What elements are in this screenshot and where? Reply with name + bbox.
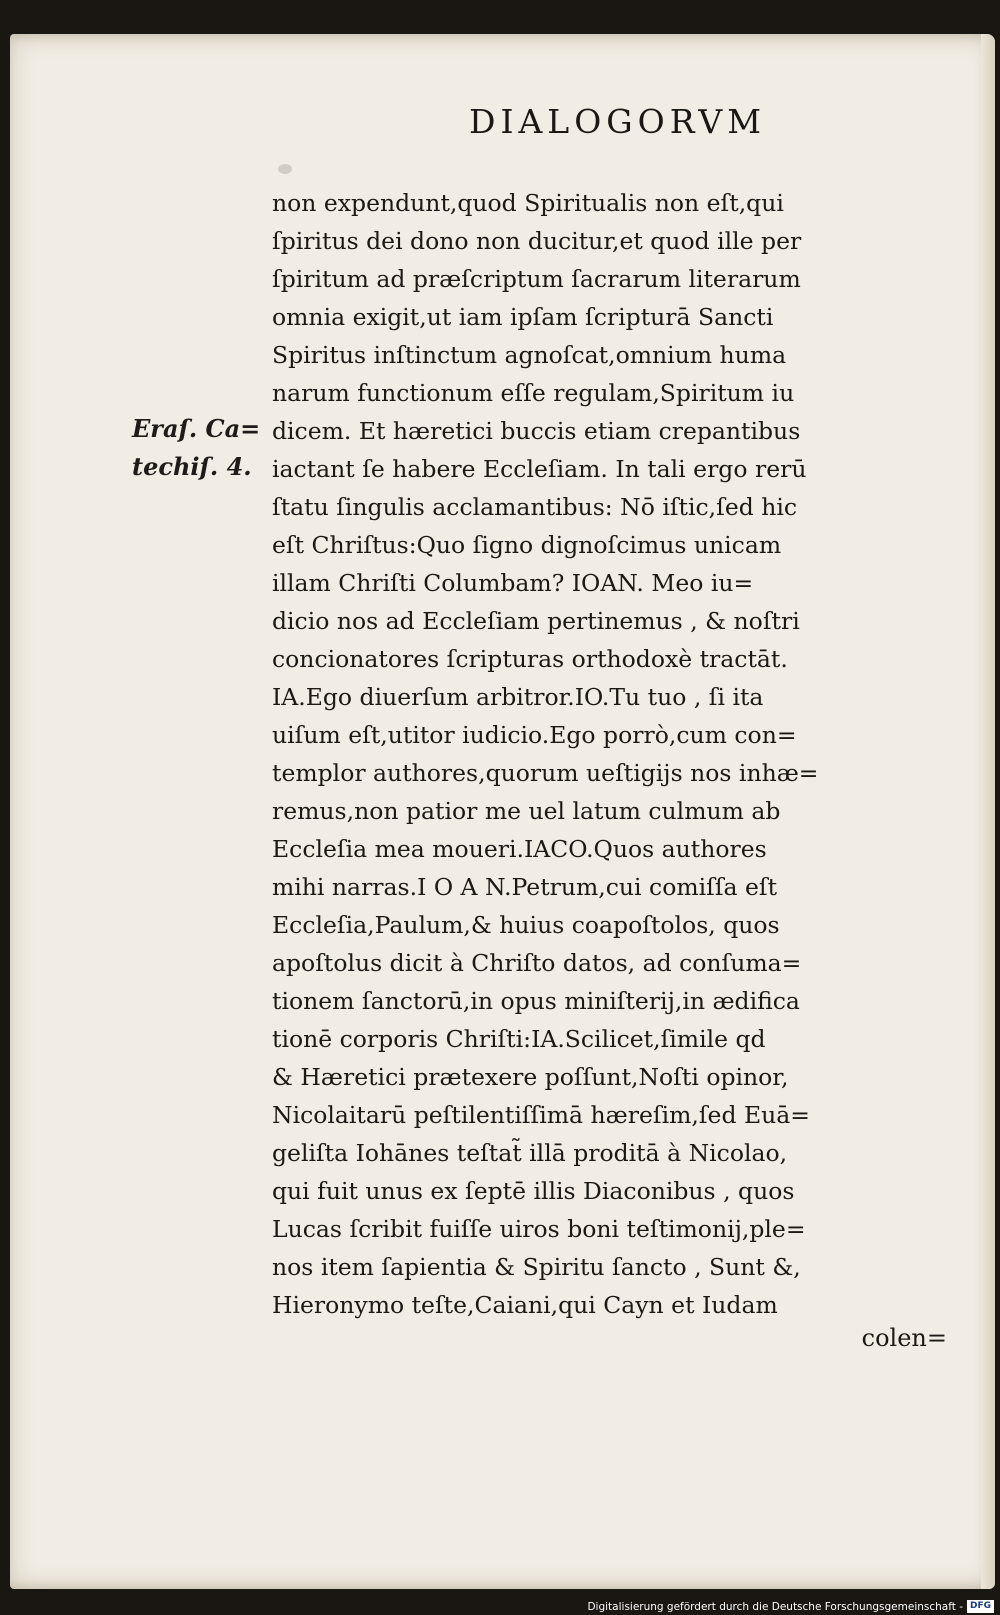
text-line: dicem. Et hæretici buccis etiam crepantibus bbox=[272, 417, 801, 445]
catchword: colen= bbox=[861, 1324, 947, 1352]
text-line: ſpiritus dei dono non ducitur,et quod ille per bbox=[272, 227, 802, 255]
text-line: Spiritus inſtinctum agnoſcat,omnium huma bbox=[272, 341, 787, 369]
ink-smudge bbox=[278, 164, 292, 174]
text-line: concionatores ſcripturas orthodoxè tractāt. bbox=[272, 645, 788, 673]
text-line: dicio nos ad Eccleſiam pertinemus , & noſtri bbox=[272, 607, 800, 635]
text-line: templor authores,quorum ueſtigijs nos inhæ= bbox=[272, 759, 819, 787]
text-line: IA.Ego diuerſum arbitror.IO.Tu tuo , ſi ita bbox=[272, 683, 764, 711]
text-line: & Hæretici prætexere poſſunt,Noſti opinor, bbox=[272, 1063, 789, 1091]
text-line: mihi narras.I O A N.Petrum,cui comiſſa eſt bbox=[272, 873, 778, 901]
text-line: ſtatu ſingulis acclamantibus: Nō iſtic,ſed hic bbox=[272, 493, 798, 521]
text-line: narum functionum eſſe regulam,Spiritum iu bbox=[272, 379, 795, 407]
text-line: iactant ſe habere Eccleſiam. In tali ergo rerū bbox=[272, 455, 807, 483]
dfg-logo-icon: DFG bbox=[967, 1600, 994, 1613]
text-line: nos item ſapientia & Spiritu ſancto , Sunt &, bbox=[272, 1253, 801, 1281]
body-text bbox=[272, 184, 972, 1324]
text-line: tionē corporis Chriſti:IA.Scilicet,ſimile qd bbox=[272, 1025, 766, 1053]
text-line: remus,non patior me uel latum culmum ab bbox=[272, 797, 781, 825]
text-line: omnia exigit,ut iam ipſam ſcripturā Sancti bbox=[272, 303, 774, 331]
text-line: Eccleſia mea moueri.IACO.Quos authores bbox=[272, 835, 767, 863]
text-line: apoſtolus dicit à Chriſto datos, ad conſuma= bbox=[272, 949, 802, 977]
text-line: uiſum eſt,utitor iudicio.Ego porrò,cum con= bbox=[272, 721, 797, 749]
marginal-note-line: techiſ. 4. bbox=[132, 452, 252, 481]
footer-text: Digitalisierung gefördert durch die Deutsche Forschungsgemeinschaft - bbox=[587, 1600, 963, 1613]
text-line: qui fuit unus ex ſeptē illis Diaconibus , quos bbox=[272, 1177, 795, 1205]
marginal-note-line: Eraſ. Ca= bbox=[132, 414, 261, 443]
page-edge bbox=[981, 34, 995, 1589]
book-page bbox=[10, 34, 995, 1589]
marginal-note bbox=[132, 410, 260, 486]
running-head: DIALOGORVM bbox=[468, 102, 766, 141]
text-line: ſpiritum ad præſcriptum ſacrarum literarum bbox=[272, 265, 801, 293]
text-line: Eccleſia,Paulum,& huius coapoſtolos, quos bbox=[272, 911, 780, 939]
text-line: Lucas ſcribit fuiſſe uiros boni teſtimonij,ple= bbox=[272, 1215, 806, 1243]
text-line: geliſta Iohānes teſtat̃ illā proditā à Nicolao, bbox=[272, 1139, 788, 1167]
text-line: eſt Chriſtus:Quo ſigno dignoſcimus unicam bbox=[272, 531, 782, 559]
text-line: Hieronymo teſte,Caiani,qui Cayn et Iudam bbox=[272, 1291, 778, 1319]
text-line: non expendunt,quod Spiritualis non eſt,qui bbox=[272, 189, 784, 217]
digitization-footer bbox=[587, 1600, 994, 1613]
text-line: illam Chriſti Columbam? IOAN. Meo iu= bbox=[272, 569, 754, 597]
text-line: Nicolaitarū peſtilentiſſimā hæreſim,ſed Euā= bbox=[272, 1101, 810, 1129]
text-line: tionem ſanctorū,in opus miniſterij,in ædifica bbox=[272, 987, 800, 1015]
